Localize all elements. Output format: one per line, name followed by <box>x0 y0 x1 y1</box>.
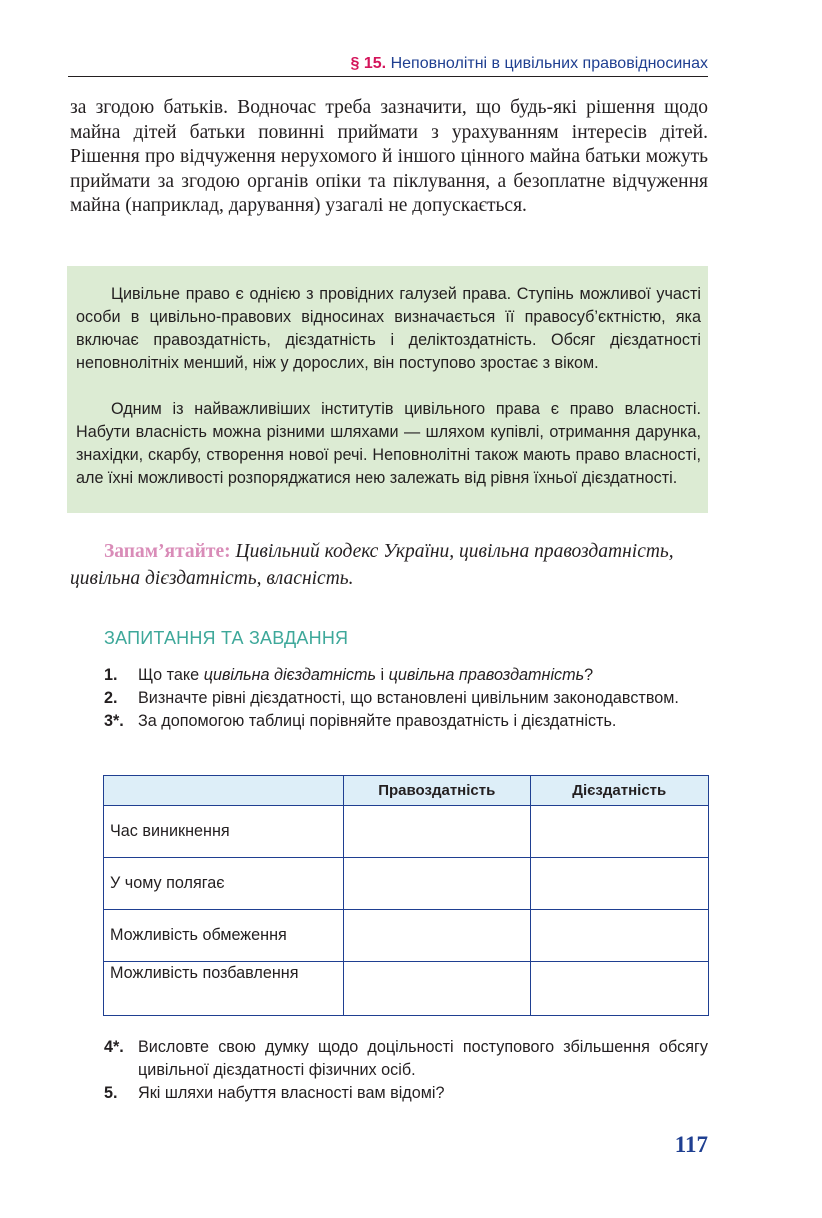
table-row <box>104 858 709 910</box>
question-2: 2. Визначте рівні дієздатності, що встановлені цивільним законодавством. <box>104 687 708 710</box>
table-cell <box>343 858 530 910</box>
remember-terms: Цивільний кодекс України, цивільна правоздатність, цивільна дієздатність, власність. <box>70 541 674 589</box>
table-header-row <box>104 776 709 806</box>
question-number: 3*. <box>104 712 124 730</box>
comparison-table <box>103 775 709 1016</box>
summary-paragraph-2: Одним із найважливіших інститутів цивільного права є право власності. Набути власність можна різними шляхами — шляхом купівлі, отримання дарунка, знахідки, скарбу, створення нової речі. Неповнолітні також мають право власності, але їхні можливості розпоряджатися нею залежать від рівня їхньої дієздатності. <box>76 400 701 487</box>
question-4: 4*. Висловте свою думку щодо доцільності поступового збільшення обсягу цивільної дієздатності фізичних осіб. <box>104 1038 708 1079</box>
question-5: 5. Які шляхи набуття власності вам відомі? <box>104 1082 708 1105</box>
question-1: 1. Що таке цивільна дієздатність і цивільна правоздатність? <box>104 664 708 687</box>
table-row <box>104 910 709 962</box>
row-label: Можливість обмеження <box>104 910 344 962</box>
row-label: У чому полягає <box>104 858 344 910</box>
running-header <box>68 52 708 77</box>
row-label: Час виникнення <box>104 806 344 858</box>
table-header-cell: Дієздатність <box>530 776 708 806</box>
table-cell <box>530 858 708 910</box>
table-cell <box>343 962 530 1016</box>
question-number: 1. <box>104 666 118 684</box>
question-3: 3*. За допомогою таблиці порівняйте правоздатність і дієздатність. <box>104 710 708 733</box>
table-row <box>104 806 709 858</box>
question-number: 5. <box>104 1084 118 1102</box>
table-cell <box>343 806 530 858</box>
section-number: § 15. <box>350 55 387 72</box>
table-cell <box>343 910 530 962</box>
summary-paragraph-1: Цивільне право є однією з провідних галузей права. Ступінь можливої участі особи в цивільно-правових відносинах визначається її правосуб’єктністю, яка включає правоздатність, дієздатність і деліктоздатність. Обсяг дієздатності неповнолітніх менший, ніж у дорослих, він поступово зростає з віком. <box>76 285 701 372</box>
body-paragraph: за згодою батьків. Водночас треба зазначити, що будь-які рішення щодо майна дітей батьки повинні приймати з урахуванням інтересів дітей. Рішення про відчуження нерухомого й іншого цінного майна батьки можуть приймати за згодою органів опіки та піклування, а безоплатне відчуження майна (наприклад, дарування) узагалі не допускається. <box>70 97 708 216</box>
table-cell <box>530 910 708 962</box>
question-number: 2. <box>104 689 118 707</box>
row-label: Можливість позбавлення <box>104 962 344 1016</box>
table-cell <box>530 806 708 858</box>
table-cell <box>530 962 708 1016</box>
table-row <box>104 962 709 1016</box>
remember-block <box>70 538 708 592</box>
table-header-cell <box>104 776 344 806</box>
page-number: 117 <box>674 1132 708 1157</box>
questions-heading: ЗАПИТАННЯ ТА ЗАВДАННЯ <box>104 628 349 648</box>
questions-list-bottom <box>104 1036 708 1105</box>
table-header-cell: Правоздатність <box>343 776 530 806</box>
questions-list-top <box>104 664 708 733</box>
question-number: 4*. <box>104 1038 124 1056</box>
remember-label: Запам’ятайте: <box>104 541 231 562</box>
summary-box <box>67 266 708 513</box>
section-title: Неповнолітні в цивільних правовідносинах <box>390 55 708 72</box>
